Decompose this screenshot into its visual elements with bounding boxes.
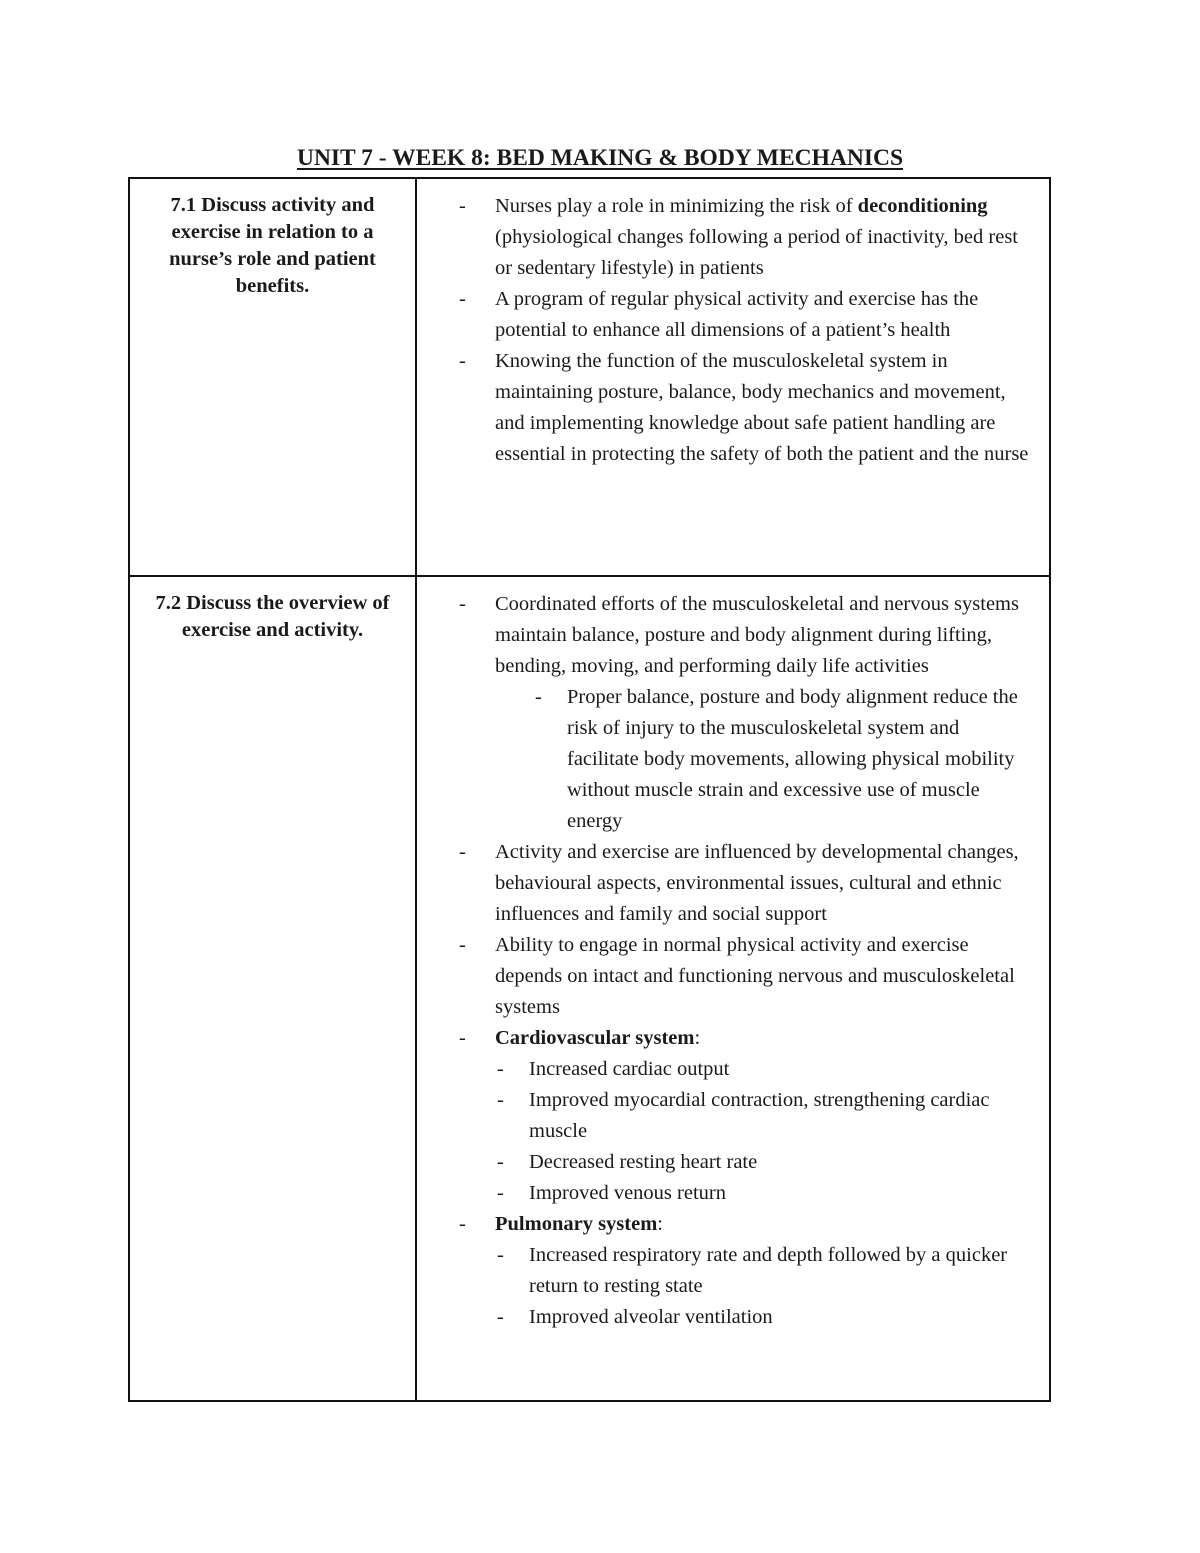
sub-list-item: - Improved venous return (457, 1178, 1029, 1209)
objective-text: 7.1 Discuss activity and exercise in relation to a nurse’s role and patient benefits. (169, 194, 376, 297)
list-item: - Ability to engage in normal physical activity and exercise depends on intact and functioning nervous and musculoskeletal systems (457, 930, 1029, 1023)
list-item: - Cardiovascular system: (457, 1023, 1029, 1054)
notes-cell (416, 178, 1050, 576)
table-row (129, 576, 1050, 1401)
sub-list-item: - Proper balance, posture and body alignment reduce the risk of injury to the musculoskeletal system and facilitate body movements, allowing physical mobility without muscle strain and excessive use of muscle energy (495, 682, 1029, 837)
bullet-list (457, 589, 1029, 837)
sub-list-item: - Improved alveolar ventilation (457, 1302, 1029, 1333)
sub-list-item: - Increased cardiac output (457, 1054, 1029, 1085)
bullet-list (457, 191, 1029, 470)
objectives-table (128, 177, 1051, 1402)
table-row (129, 178, 1050, 576)
objective-cell (129, 178, 416, 576)
sub-list (457, 1240, 1029, 1333)
list-item: - Pulmonary system: (457, 1209, 1029, 1240)
page-title: UNIT 7 - WEEK 8: BED MAKING & BODY MECHANICS (296, 145, 904, 171)
key-term: deconditioning (857, 195, 988, 217)
sub-list (495, 682, 1029, 837)
list-item: - Activity and exercise are influenced by developmental changes, behavioural aspects, environmental issues, cultural and ethnic influences and family and social support (457, 837, 1029, 930)
sub-list-item: - Improved myocardial contraction, strengthening cardiac muscle (457, 1085, 1029, 1147)
sub-list-item: - Decreased resting heart rate (457, 1147, 1029, 1178)
objective-text: 7.2 Discuss the overview of exercise and activity. (155, 592, 390, 641)
list-item: - A program of regular physical activity and exercise has the potential to enhance all dimensions of a patient’s health (457, 284, 1029, 346)
bullet-list (457, 1209, 1029, 1240)
list-item: - Nurses play a role in minimizing the risk of deconditioning (physiological changes following a period of inactivity, bed rest or sedentary lifestyle) in patients (457, 191, 1029, 284)
sub-list (457, 1054, 1029, 1209)
objective-cell (129, 576, 416, 1401)
section-heading: Cardiovascular system (495, 1027, 695, 1049)
sub-list-item: - Increased respiratory rate and depth followed by a quicker return to resting state (457, 1240, 1029, 1302)
section-heading: Pulmonary system (495, 1213, 658, 1235)
list-item: - Coordinated efforts of the musculoskeletal and nervous systems maintain balance, posture and body alignment during lifting, bending, moving, and performing daily life activities - Proper balance, posture and body alignment reduce the risk of injury to the musculoskeletal system and facilitate body movements, allowing physical mobility without muscle strain and excessive use of muscle energy (457, 589, 1029, 837)
bullet-list (457, 837, 1029, 1054)
notes-cell (416, 576, 1050, 1401)
list-item: - Knowing the function of the musculoskeletal system in maintaining posture, balance, body mechanics and movement, and implementing knowledge about safe patient handling are essential in protecting the safety of both the patient and the nurse (457, 346, 1029, 470)
